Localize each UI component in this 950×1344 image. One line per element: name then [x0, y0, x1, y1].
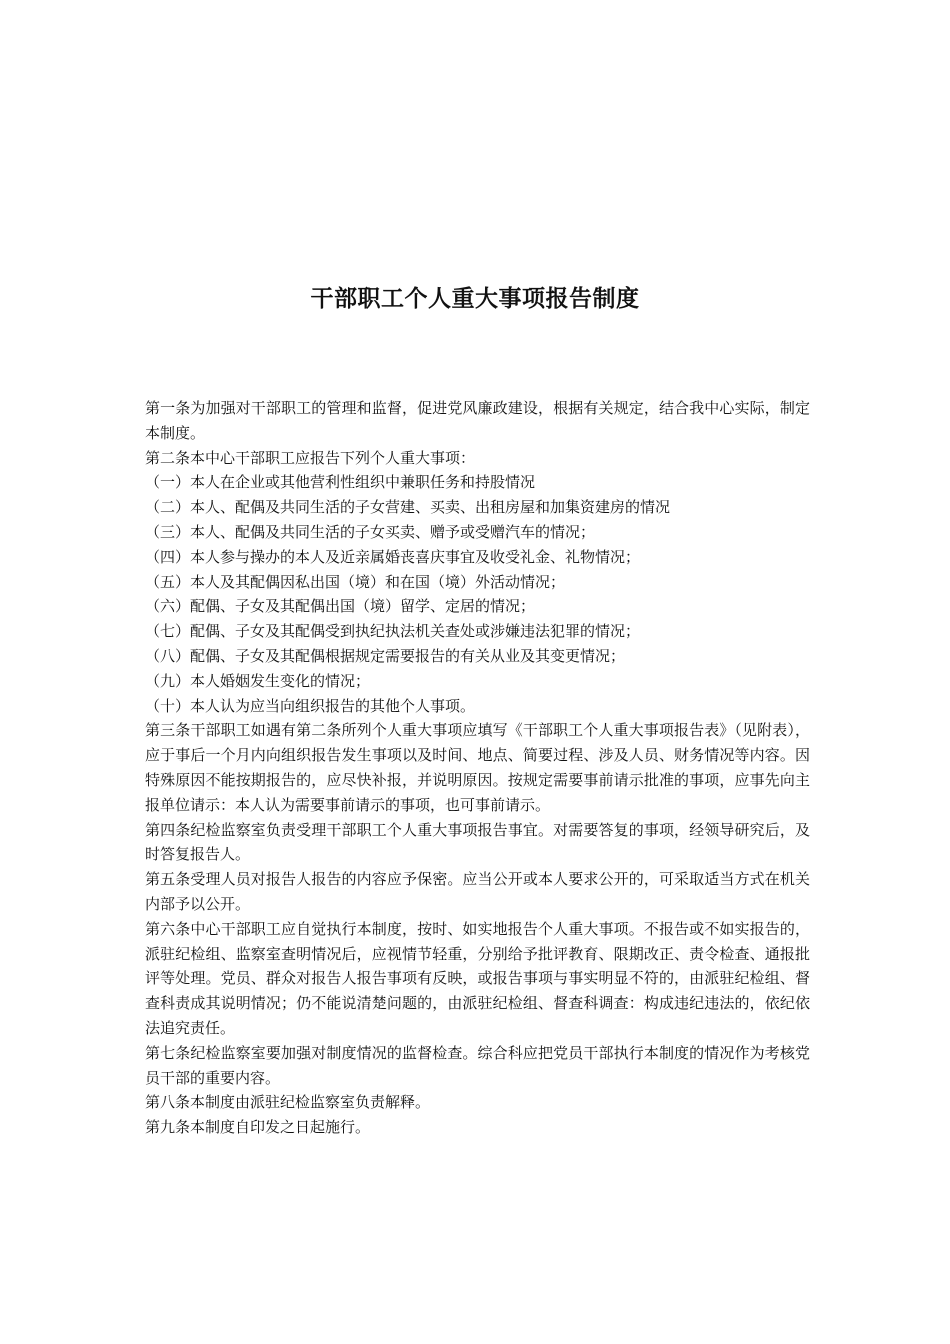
article-2-item-9: （九）本人婚姻发生变化的情况； — [145, 671, 371, 690]
article-2-item-6: （六）配偶、子女及其配偶出国（境）留学、定居的情况； — [145, 597, 536, 616]
article-8: 第八条本制度由派驻纪检监察室负责解释。 — [145, 1093, 431, 1112]
document-body — [145, 396, 810, 1140]
article-2-item-2: （二）本人、配偶及共同生活的子女营建、买卖、出租房屋和加集资建房的情况 — [145, 498, 671, 517]
article-2-item-1: （一）本人在企业或其他营利性组织中兼职任务和持股情况 — [145, 473, 536, 492]
article-9: 第九条本制度自印发之日起施行。 — [145, 1118, 371, 1137]
article-2-item-5: （五）本人及其配偶因私出国（境）和在国（境）外活动情况； — [145, 572, 566, 591]
article-3: 第三条干部职工如遇有第二条所列个人重大事项应填写《干部职工个人重大事项报告表》（见附表），应于事后一个月内向组织报告发生事项以及时间、地点、简要过程、涉及人员、财务情况等内容。因特殊原因不能按期报告的，应尽快补报，并说明原因。按规定需要事前请示批准的事项，应事先向主报单位请示：本人认为需要事前请示的事项，也可事前请示。 — [145, 721, 810, 814]
article-6: 第六条中心干部职工应自觉执行本制度，按时、如实地报告个人重大事项。不报告或不如实报告的，派驻纪检组、监察室查明情况后，应视情节轻重，分别给予批评教育、限期改正、责令检查、通报批评等处理。党员、群众对报告人报告事项有反映，或报告事项与事实明显不符的，由派驻纪检组、督查科责成其说明情况；仍不能说清楚问题的，由派驻纪检组、督查科调查：构成违纪违法的，依纪依法追究责任。 — [145, 919, 810, 1037]
article-2-item-4: （四）本人参与操办的本人及近亲属婚丧喜庆事宜及收受礼金、礼物情况； — [145, 547, 641, 566]
article-4: 第四条纪检监察室负责受理干部职工个人重大事项报告事宜。对需要答复的事项，经领导研究后，及时答复报告人。 — [145, 820, 810, 864]
article-5: 第五条受理人员对报告人报告的内容应予保密。应当公开或本人要求公开的，可采取适当方式在机关内部予以公开。 — [145, 870, 810, 913]
article-7: 第七条纪检监察室要加强对制度情况的监督检查。综合科应把党员干部执行本制度的情况作为考核党员干部的重要内容。 — [145, 1043, 810, 1087]
article-2: 第二条本中心干部职工应报告下列个人重大事项： — [145, 448, 476, 467]
article-2-item-3: （三）本人、配偶及共同生活的子女买卖、赠予或受赠汽车的情况； — [145, 522, 596, 541]
document-title: 干部职工个人重大事项报告制度 — [310, 286, 640, 312]
article-2-item-7: （七）配偶、子女及其配偶受到执纪执法机关查处或涉嫌违法犯罪的情况； — [145, 622, 641, 641]
article-2-item-8: （八）配偶、子女及其配偶根据规定需要报告的有关从业及其变更情况； — [145, 646, 626, 665]
article-2-item-10: （十）本人认为应当向组织报告的其他个人事项。 — [145, 696, 476, 715]
article-1: 第一条为加强对干部职工的管理和监督，促进党风廉政建设，根据有关规定，结合我中心实际，制定本制度。 — [145, 399, 810, 442]
